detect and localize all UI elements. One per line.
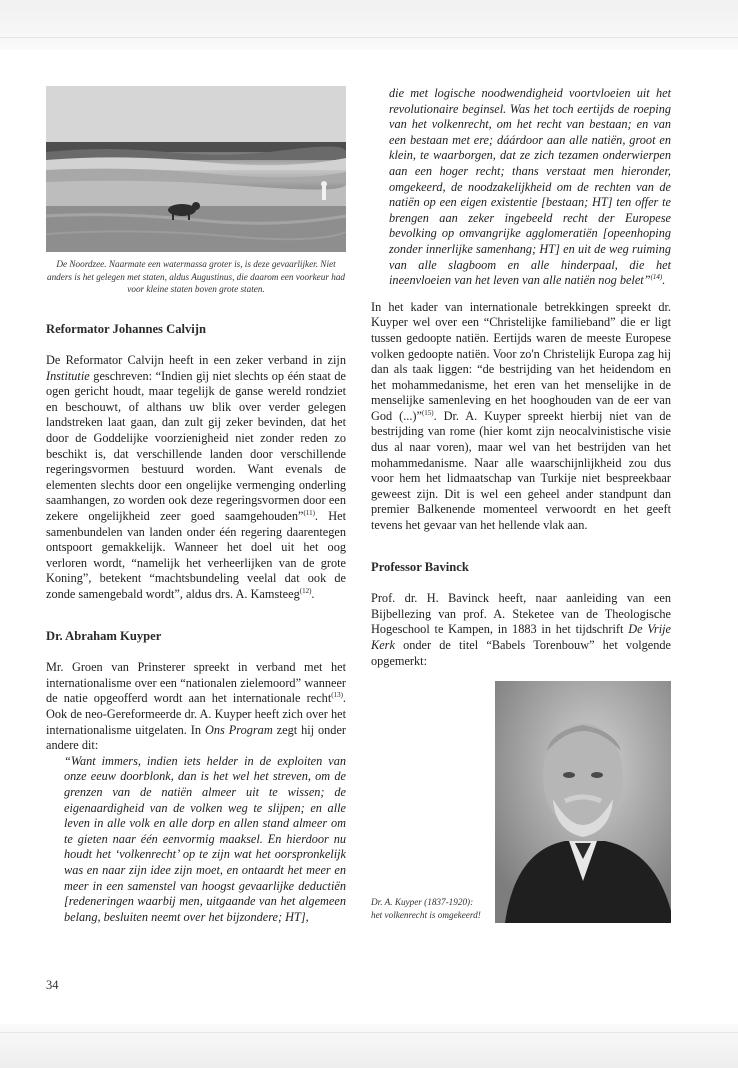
left-column bbox=[46, 86, 346, 925]
north-sea-photo bbox=[46, 86, 346, 252]
heading-kuyper: Dr. Abraham Kuyper bbox=[46, 628, 162, 643]
heading-bavinck: Professor Bavinck bbox=[371, 559, 469, 574]
kuyper-quote-part2: die met logische noodwendigheid voortvloeien uit het revolutionaire beginsel. Was het toch eertijds de roeping van het volkenrecht, om het recht van bestaan; en van een bestaan met ere; dáárdoor aan alle natiën, groot en klein, te waarborgen, dat ze zich tezamen onderwierpen aan een hoger recht; thans verstaat men hieronder, omgekeerd, de noodzakelijkheid om de rechten van de natiën op een eigen existentie [bestaan; HT] ten offer te brengen aan zeker ingebeeld recht der Europese bevolking op omvangrijke agglomeratiën [opeenhoping zonder innerlijke samenhang; HT] en uit de weg ruiming van alle slagboom en alle hinderpaal, die het ineenvloeien van het leven van alle natiën nog belet”$^{(14)}$. bbox=[389, 86, 671, 288]
portrait-caption: Dr. A. Kuyper (1837-1920): het volkenrecht is omgekeerd! bbox=[371, 897, 481, 920]
page-number: 34 bbox=[46, 978, 59, 992]
book-title-institutie: Institutie bbox=[46, 368, 90, 383]
portrait-figure bbox=[371, 681, 671, 923]
kuyper-portrait bbox=[495, 681, 671, 923]
heading-calvijn: Reformator Johannes Calvijn bbox=[46, 321, 206, 336]
kuyper-paragraph-2: In het kader van internationale betrekkingen spreekt dr. Kuyper wel over een “Christelijke familieband” die er ligt tussen gedoopte natiën. Eertijds waren de meeste Europese volken gedoopte natiën. Voor zo'n Christelijk Europa zag hij dan als taak liggen: “de bestrijding van het heidendom en het mohammedanisme, het eren van het menselijke in de menselijke samenleving en het hooghouden van de eer van God (...)”$^{(15)}$. Dr. A. Kuyper spreekt hierbij niet van de bestrijding van rome (hier komt zijn neocalvinistische visie dus al naar voren), maar wel van het bestrijden van het mohammedanisme. Naar alle waarschijnlijkheid zou dus voor hem het lidmaatschap van Turkije niet bespreekbaar geweest zijn. Dit is wel een geheel ander standpunt dan premier Balkenende momenteel verwoordt en het geeft tevens het gevaar van het hellende vlak aan. bbox=[371, 299, 671, 533]
book-title-ons-program: Ons Program bbox=[205, 722, 273, 737]
scan-top-band bbox=[0, 0, 738, 50]
scan-bottom-band bbox=[0, 1024, 738, 1068]
bavinck-paragraph: Prof. dr. H. Bavinck heeft, naar aanleiding van een Bijbellezing van prof. A. Steketee van de Theologische Hogeschool te Kampen, in 1883 in het tijdschrift De Vrije Kerk onder de titel “Babels Torenbouw” het volgende opgemerkt: bbox=[371, 591, 672, 668]
footnote-ref-12: (12) bbox=[299, 586, 312, 595]
kuyper-quote-part1: “Want immers, indien iets helder in de exploiten van onze eeuw doorblonk, dan is het wel het streven, om de grenzen van de natiën almeer uit te wissen; de eigenaardigheid van de volken weg te slijpen; en alle leven in alle volk en alle dorp en allen stand almeer om te gieten naar één eenvormig maaksel. En hierdoor nu houdt het ‘volkenrecht’ op te zijn wat het oorspronkelijk was en naar zijn idee zijn moet, en ontaardt het meer en meer in een samenstel van hoogst gevaarlijke deductiën [redeneringen waarbij men, uitgaande van het algemeen belang, besluiten neemt over het bijzondere; HT], bbox=[64, 753, 346, 924]
footnote-ref-13: (13) bbox=[331, 691, 343, 700]
footnote-ref-15: (15) bbox=[421, 408, 434, 417]
journal-title-de-vrije-kerk: De Vrije Kerk bbox=[371, 622, 672, 652]
photo-caption: De Noordzee. Naarmate een watermassa groter is, is deze gevaarlijker. Niet anders is het gelegen met staten, aldus Augustinus, die daarom een voorkeur had voor kleine staten boven grote staten. bbox=[46, 259, 346, 294]
footnote-ref-11: (11) bbox=[303, 508, 315, 517]
kuyper-paragraph: Mr. Groen van Prinsterer spreekt in verband met het internationalisme over een “nationalen zielemoord” wanneer de natie opgeofferd wordt aan het internationale recht$^{(13)}$. Ook de neo-Gereformeerde dr. A. Kuyper heeft zich over het internationalisme uitgelaten. In Ons Program zegt hij onder andere dit: bbox=[46, 660, 347, 753]
footnote-ref-14: (14) bbox=[650, 273, 663, 282]
right-column bbox=[371, 86, 671, 923]
calvijn-paragraph: De Reformator Calvijn heeft in een zeker verband in zijn Institutie geschreven: “Indien gij niet slechts op één staat de ogen gericht houdt, maar tegelijk de ganse wereld rondziet en beschouwt, of althans uw blik over verder gelegen landstreken laat gaan, dan zult gij zeker bevinden, dat het door de Goddelijke voorzienigheid niet zonder reden zo beschikt is, dat verschillende landen door verschillende regeringsvormen bestuurd worden. Want evenals de elementen slechts door een ongelijke vermenging onderling saamhangen, zo worden ook deze regeringsvormen door een zekere ongelijkheid zeer goed saamgehouden”$^{(11)}$. Het samenbundelen van landen onder één regering daarentegen ontspoort gemakkelijk. Wanneer het doel uit het oog verloren wordt, “namelijk het verheerlijken van de grote Koning”, betekent “machtsbundeling veelal dat ook de zonde samengebald wordt”, aldus drs. A. Kamsteeg$^{(12)}$. bbox=[46, 353, 346, 601]
